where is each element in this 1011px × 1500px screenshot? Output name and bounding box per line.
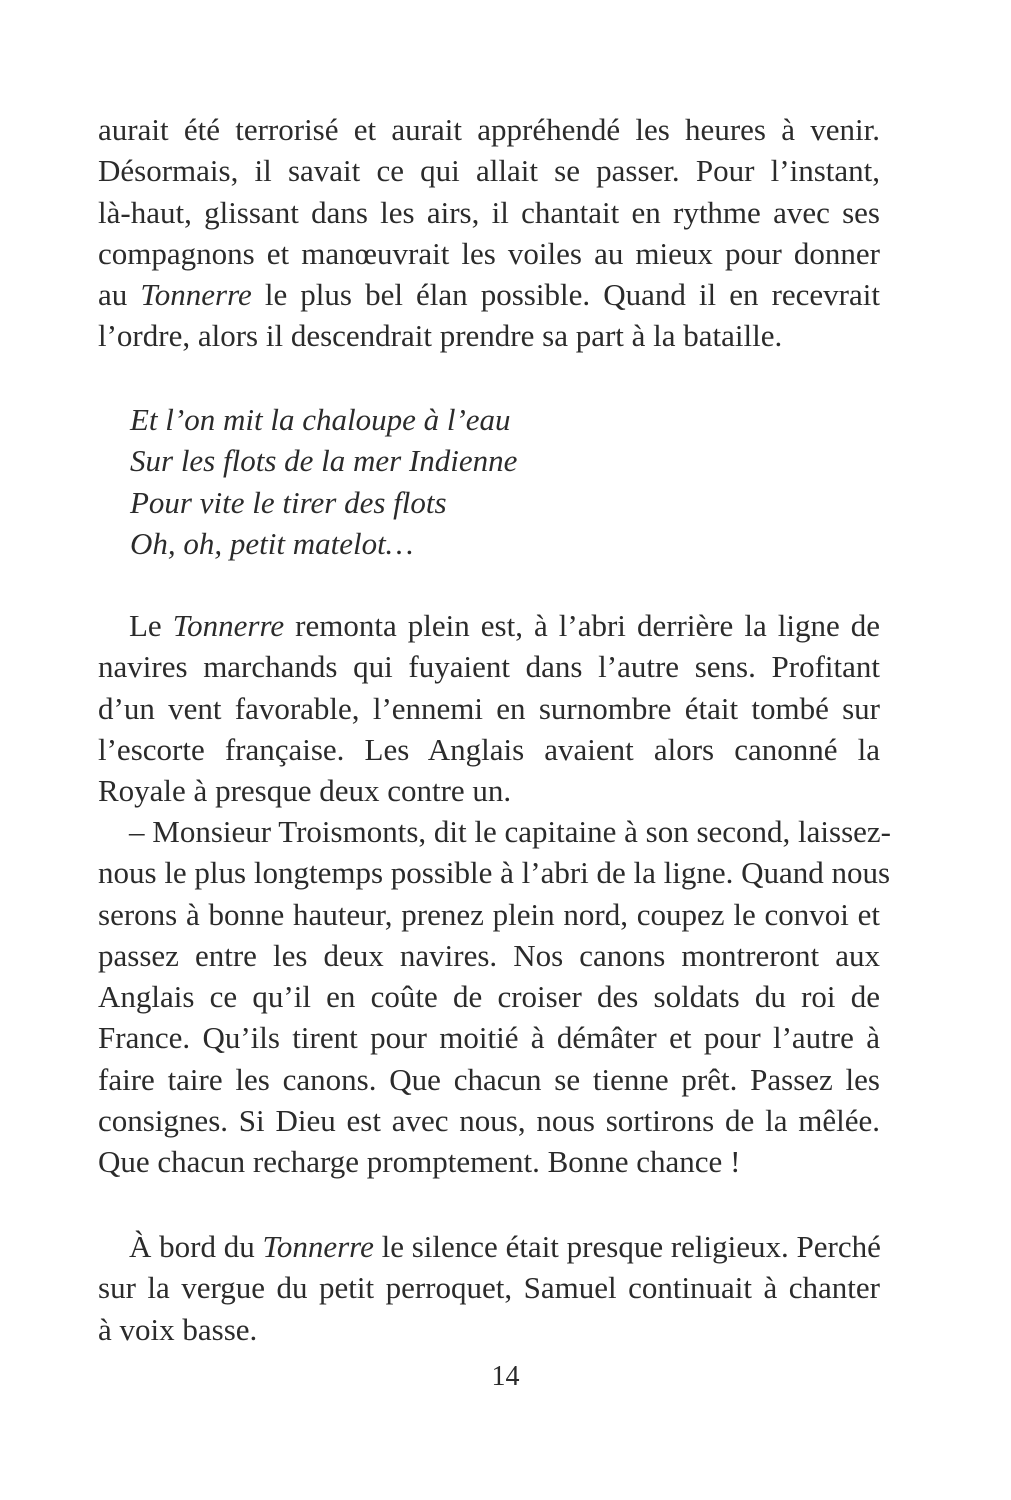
paragraph-1 [98,109,880,357]
paragraph-2 [98,605,880,811]
paragraph-3 [98,811,891,1183]
text-run: au [98,277,141,313]
text-line [98,274,880,315]
verse-line: Et l’on mit la chaloupe à l’eau [130,402,511,437]
text-run: le plus bel élan possible. Quand il en recevrait [251,277,880,313]
ship-name-italic: Tonnerre [172,608,285,643]
text-line: l’ordre, alors il descendrait prendre sa part à la bataille. [98,318,783,354]
text-line: sur la vergue du petit perroquet, Samuel continuait à chanter [98,1270,880,1306]
text-line: – Monsieur Troismonts, dit le capitaine à son second, laissez- [129,814,891,849]
text-line: à voix basse. [98,1311,258,1347]
paragraph-4 [98,1226,880,1350]
text-line: Désormais, il savait ce qui allait se passer. Pour l’instant, [98,153,880,189]
text-line: Anglais ce qu’il en coûte de croiser des soldats du roi de [98,979,880,1015]
text-line: serons à bonne hauteur, prenez plein nord, coupez le convoi et [98,896,880,932]
text-line: Que chacun recharge promptement. Bonne chance ! [98,1144,741,1180]
text-line: Royale à presque deux contre un. [98,773,512,809]
text-run: le silence était presque religieux. Perché [373,1229,881,1264]
text-line: France. Qu’ils tirent pour moitié à démâter et pour l’autre à [98,1020,880,1056]
text-line: navires marchands qui fuyaient dans l’autre sens. Profitant [98,649,880,685]
verse-line: Oh, oh, petit matelot… [130,525,414,561]
text-line: d’un vent favorable, l’ennemi en surnombre était tombé sur [98,690,880,726]
text-run: Le [129,608,173,643]
text-line: compagnons et manœuvrait les voiles au mieux pour donner [98,235,880,271]
text-line: passez entre les deux navires. Nos canons montreront aux [98,937,880,973]
text-run: À bord du [129,1229,263,1264]
text-line: l’escorte française. Les Anglais avaient alors canonné la [98,731,880,767]
text-line: consignes. Si Dieu est avec nous, nous sortirons de la mêlée. [98,1103,880,1139]
text-line [98,1226,880,1267]
text-line: aurait été terrorisé et aurait appréhendé les heures à venir. [98,112,880,147]
song-verse [98,399,880,564]
text-line [98,605,880,646]
verse-line: Sur les flots de la mer Indienne [130,443,518,479]
verse-line: Pour vite le tirer des flots [130,484,447,520]
text-run: remonta plein est, à l’abri derrière la ligne de [284,608,880,643]
ship-name-italic: Tonnerre [262,1229,374,1264]
ship-name-italic: Tonnerre [140,277,252,313]
page-number: 14 [491,1361,520,1392]
text-line: là-haut, glissant dans les airs, il chantait en rythme avec ses [98,194,880,230]
text-line: nous le plus longtemps possible à l’abri de la ligne. Quand nous [98,855,891,891]
text-line: faire taire les canons. Que chacun se tienne prêt. Passez les [98,1061,880,1097]
